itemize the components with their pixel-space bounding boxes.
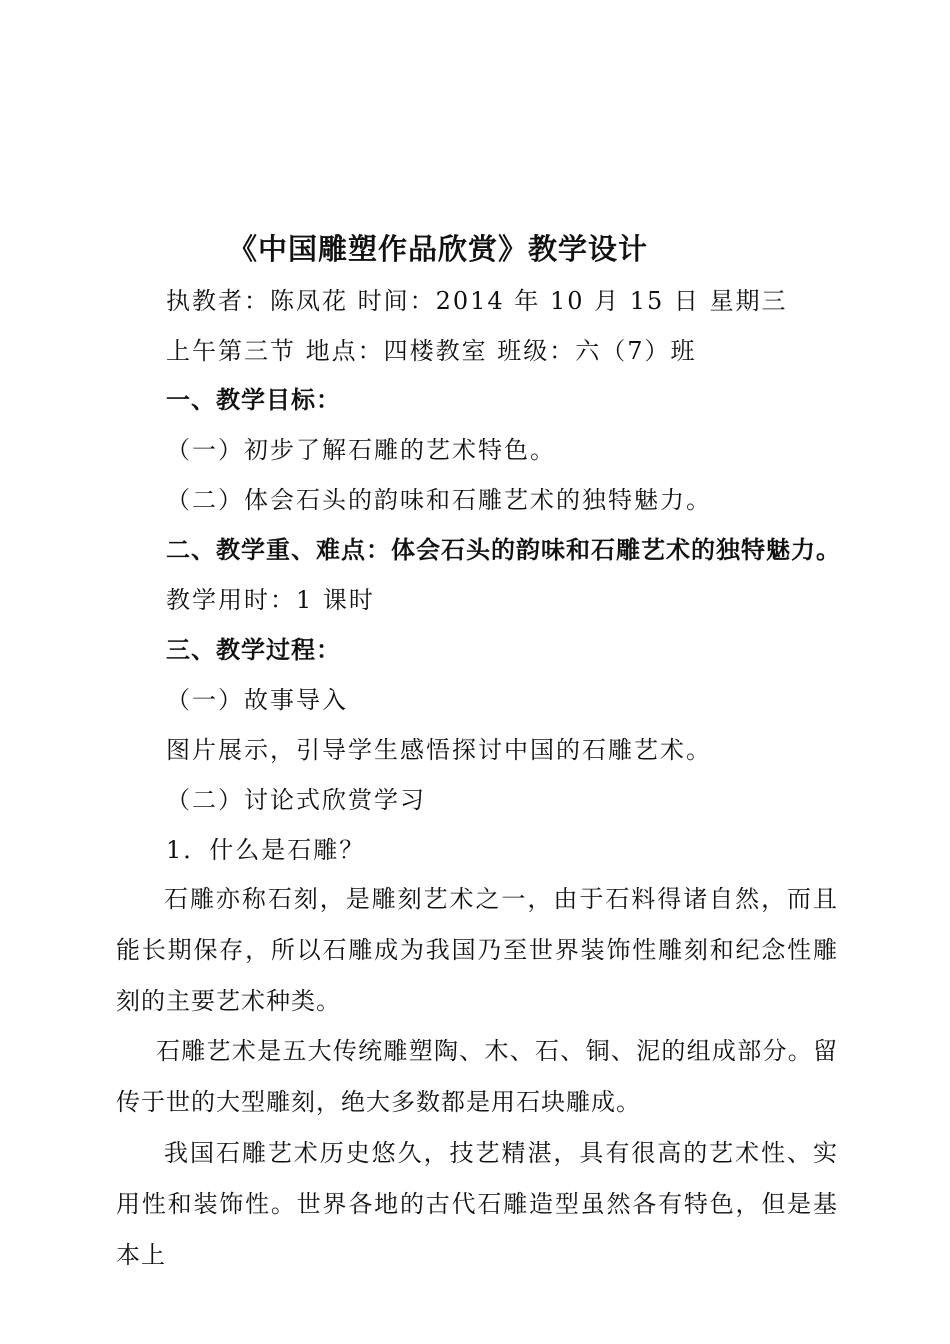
paragraph-stone-carving-definition: 石雕亦称石刻，是雕刻艺术之一，由于石料得诸自然，而且能长期保存，所以石雕成为我国乃至世界装饰性雕刻和纪念性雕刻的主要艺术种类。 [116, 885, 838, 1015]
section-heading-process: 三、教学过程： [166, 636, 341, 664]
section-heading-key-points: 二、教学重、难点：体会石头的韵味和石雕艺术的独特魅力。 [166, 536, 841, 564]
period-location-class-line: 上午第三节 地点：四楼教室 班级：六（7）班 [166, 337, 697, 365]
section-heading-objectives: 一、教学目标： [166, 386, 341, 414]
subsection-discussion: （二）讨论式欣赏学习 [166, 786, 426, 814]
question-what-is-stone-carving: 1．什么是石雕？ [166, 836, 366, 864]
subsection-story-intro: （一）故事导入 [166, 686, 348, 714]
paragraph-history: 我国石雕艺术历史悠久，技艺精湛，具有很高的艺术性、实用性和装饰性。世界各地的古代石雕造型虽然各有特色，但是基本上 [116, 1139, 838, 1269]
paragraph-five-traditions: 石雕艺术是五大传统雕塑陶、木、石、铜、泥的组成部分。留传于世的大型雕刻，绝大多数都是用石块雕成。 [116, 1037, 838, 1116]
story-intro-text: 图片展示，引导学生感悟探讨中国的石雕艺术。 [166, 736, 712, 764]
document-title: 《中国雕塑作品欣赏》教学设计 [228, 232, 649, 266]
objective-item: （一）初步了解石雕的艺术特色。 [166, 436, 556, 464]
teaching-duration: 教学用时：1 课时 [166, 586, 375, 614]
objective-item: （二）体会石头的韵味和石雕艺术的独特魅力。 [166, 486, 712, 514]
teacher-time-line: 执教者：陈凤花 时间：2014 年 10 月 15 日 星期三 [166, 287, 788, 315]
